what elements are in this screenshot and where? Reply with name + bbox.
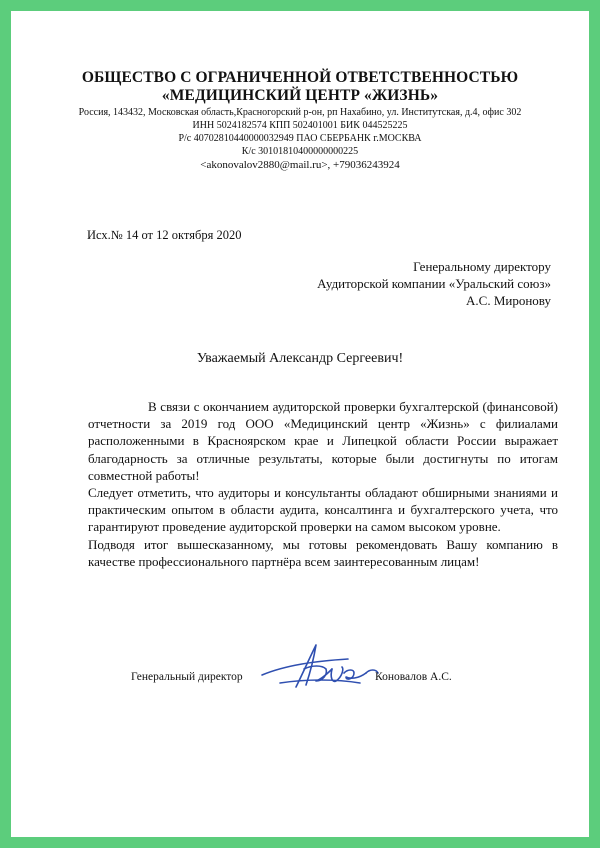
body-paragraph: Подводя итог вышесказанному, мы готовы рекомендовать Вашу компанию в качестве профессионального партнёра всем заинтересованным лицам! <box>88 536 558 569</box>
addressee-line: А.С. Миронову <box>466 293 551 308</box>
org-title-line1: ОБЩЕСТВО С ОГРАНИЧЕННОЙ ОТВЕТСТВЕННОСТЬЮ <box>81 69 519 86</box>
org-bank-account: Р/с 40702810440000032949 ПАО СБЕРБАНК г.МОСКВА <box>178 133 422 144</box>
handwritten-signature <box>256 639 386 699</box>
org-address: Россия, 143432, Московская область,Красногорский р-он, рп Нахабино, ул. Институтская, д.4, офис 302 <box>78 107 522 118</box>
signer-name: Коновалов А.С. <box>375 671 452 683</box>
signer-title: Генеральный директор <box>131 671 243 683</box>
letter-page <box>11 11 589 837</box>
salutation: Уважаемый Александр Сергеевич! <box>196 351 404 366</box>
org-inn-kpp-bik: ИНН 5024182574 КПП 502401001 БИК 044525225 <box>192 120 408 131</box>
addressee-line: Аудиторской компании «Уральский союз» <box>317 276 551 291</box>
addressee-block <box>317 258 551 309</box>
letter-body <box>88 398 558 570</box>
outgoing-number: Исх.№ 14 от 12 октября 2020 <box>87 228 242 242</box>
org-corr-account: К/с 30101810400000000225 <box>241 146 359 157</box>
body-paragraph: В связи с окончанием аудиторской проверки бухгалтерской (финансовой) отчетности за 2019 год ООО «Медицинский центр «Жизнь» с филиалами расположенными в Красноярском крае и Липецкой области России выражает благодарность за отличные результаты, которые были достигнуты по итогам совместной работы! <box>88 399 558 483</box>
org-contacts: <akonovalov2880@mail.ru>, +79036243924 <box>200 159 400 171</box>
body-paragraph: Следует отметить, что аудиторы и консультанты обладают обширными знаниями и практическим опытом в области аудита, консалтинга и бухгалтерского учета, что гарантируют проведение аудиторской проверки на самом высоком уровне. <box>88 485 558 535</box>
addressee-line: Генеральному директору <box>413 259 551 274</box>
org-title-line2: «МЕДИЦИНСКИЙ ЦЕНТР «ЖИЗНЬ» <box>161 87 439 104</box>
